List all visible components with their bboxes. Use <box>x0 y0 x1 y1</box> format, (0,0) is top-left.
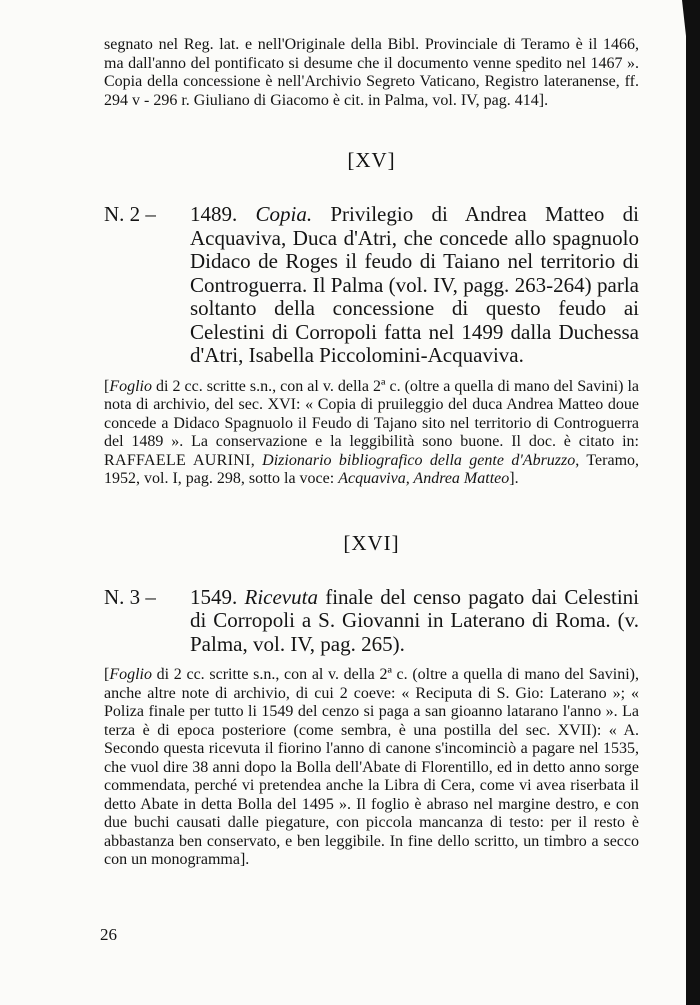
note-sep: , <box>250 451 263 469</box>
top-note: segnato nel Reg. lat. e nell'Originale della Bibl. Provinciale di Teramo è il 1466, ma dall'anno del pontificato si desume che il documento venne spedito nel 1467 ». Copia della concessione è nell'Archivio Segreto Vaticano, Registro lateranense, ff. 294 v - 296 r. Giuliano di Giacomo è cit. in Palma, vol. IV, pag. 414]. <box>104 36 639 109</box>
entry-n3 <box>104 586 639 657</box>
entry-body <box>190 203 639 368</box>
scan-edge-shadow <box>686 0 700 1005</box>
note-foglio: Foglio <box>109 666 152 683</box>
entry-number: N. 2 – <box>104 202 156 226</box>
note-voce: Acquaviva, Andrea Matteo <box>338 470 510 487</box>
page-body <box>104 36 639 870</box>
page-number: 26 <box>100 925 117 944</box>
note-text-1: di 2 cc. scritte s.n., con al v. della 2ª c. (oltre a quella di mano del Savini) la nota di archivio, del sec. XVI: « Copia di pruileggio del duca Andrea Matteo doue concede a Didaco Spagnuolo il Feudo di Tajano sito nel territorio di Controguerra del 1489 ». La conservazione e la leggibilità sono buone. Il doc. è citato in: <box>104 377 639 450</box>
scan-edge-corner <box>682 0 692 90</box>
entry-text: finale del censo pagato dai Celestini di Corropoli a S. Giovanni in Laterano di Roma. (v. Palma, vol. IV, pag. 265). <box>190 584 639 656</box>
archival-note-xvi: [Foglio di 2 cc. scritte s.n., con al v. della 2ª c. (oltre a quella di mano del Savini), anche altre note di archivio, di cui 2 coeve: « Reciputa di S. Gio: Laterano »; « Poliza finale per tutto li 1549 del cenzo si paga a san gioanno latarano l'anno ». La terza è di epoca posteriore (come sembra, è una postilla del sec. XVII): « A. Secondo questa ricevuta il fiorino l'anno di canone s'incominciò a pagare nel 1535, che vuol dire 38 anni dopo la Bolla dell'Abate di Florentillo, ed in detto anno sorge commendata, perché vi pretendea anche la Libra di Cera, come vi avea riserbata il detto Abate in detta Bolla del 1495 ». Il foglio è abraso nel margine destro, e con due buchi causati dalle piegature, con piccola mancanza di testo: per il resto è abbastanza ben conservato, e ben leggibile. In fine dello scritto, un timbro a secco con un monogramma]. <box>104 666 639 868</box>
entry-date: 1489. <box>190 202 238 226</box>
note-foglio: Foglio <box>109 377 152 395</box>
entry-body <box>190 586 639 657</box>
entry-number: N. 3 – <box>104 584 156 609</box>
entry-n2 <box>104 203 639 368</box>
note-text-2: , Teramo, 1952, vol. I, pag. 298, sotto la voce: <box>104 451 640 487</box>
note-text-1: di 2 cc. scritte s.n., con al v. della 2ª c. (oltre a quella di mano del Savini), anche altre note di archivio, di cui 2 coeve: « Reciputa di S. Gio: Laterano »; « Poliza finale per tutto li 1549 del cenzo si paga a san gioanno latarano l'anno ». La terza è di epoca posteriore (come sembra, è una postilla del sec. XVII): « A. Secondo questa ricevuta il fiorino l'anno di canone s'incominciò a pagare nel 1535, che vuol dire 38 anni dopo la Bolla dell'Abate di Florentillo, ed in detto anno sorge commendata, perché vi pretendea anche la Libra di Cera, come vi avea riserbata il detto Abate in detta Bolla del 1495 ». Il foglio è abraso nel margine destro, e con due buchi causati dalle piegature, con piccola mancanza di testo: per il resto è abbastanza ben conservato, e ben leggibile. In fine dello scritto, un timbro a secco con un monogramma]. <box>104 666 639 868</box>
entry-type: Copia. <box>255 202 313 226</box>
archival-note-xv: [Foglio di 2 cc. scritte s.n., con al v. della 2ª c. (oltre a quella di mano del Savini) la nota di archivio, del sec. XVI: « Copia di pruileggio del duca Andrea Matteo doue concede a Didaco Spagnuolo il Feudo di Tajano sito nel territorio di Controguerra del 1489 ». La conservazione e la leggibilità sono buone. Il doc. è citato in: RAFFAELE AURINI, Dizionario bibliografico della gente d'Abruzzo, Teramo, 1952, vol. I, pag. 298, sotto la voce: Acquaviva, Andrea Matteo]. <box>104 377 640 487</box>
section-heading-xvi: [XVI] <box>343 530 400 555</box>
entry-text: Privilegio di Andrea Matteo di Acquaviva, Duca d'Atri, che concede allo spagnuolo Didaco de Roges il feudo di Taiano nel territorio di Controguerra. Il Palma (vol. IV, pagg. 263-264) parla soltanto della concessione di questo feudo ai Celestini di Corropoli fatta nel 1499 dalla Duchessa d'Atri, Isabella Piccolomini-Acquaviva. <box>190 202 640 367</box>
note-end: ]. <box>509 470 519 487</box>
note-title: Dizionario bibliografico della gente d'Abruzzo <box>262 451 576 469</box>
entry-date: 1549. <box>190 584 238 609</box>
entry-type: Ricevuta <box>244 584 318 609</box>
section-heading-xv: [XV] <box>347 148 396 172</box>
note-author: RAFFAELE AURINI <box>104 451 251 469</box>
